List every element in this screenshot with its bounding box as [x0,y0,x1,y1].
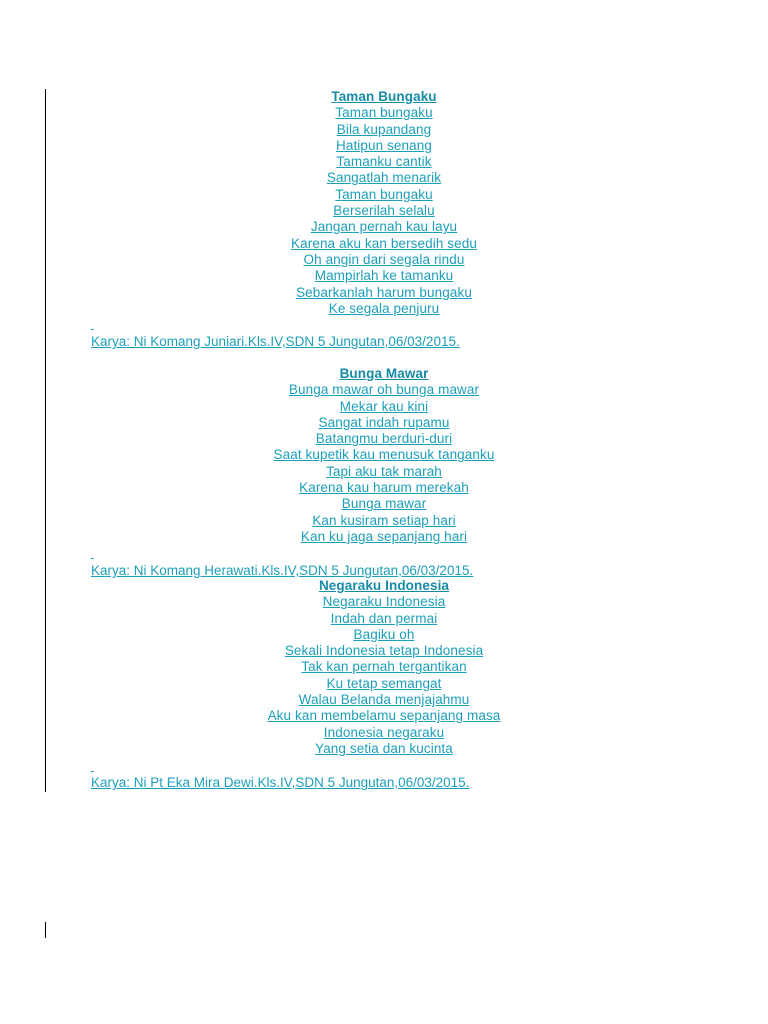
poem-taman-bungaku [0,89,768,317]
caption-marker [91,558,94,559]
text-margin-line [45,922,46,938]
caption-marker [91,329,94,330]
poem-negaraku-indonesia [0,578,768,757]
poem-line[interactable]: Negaraku Indonesia [322,594,446,610]
poem-line[interactable]: Bunga mawar oh bunga mawar [288,382,480,398]
poem-credit[interactable]: Karya: Ni Pt Eka Mira Dewi.Kls.IV,SDN 5 Jungutan,06/03/2015. [91,775,470,790]
poem-line[interactable]: Indonesia negaraku [323,724,445,740]
poem-line[interactable]: Bunga mawar [341,496,427,512]
poem-line[interactable]: Bila kupandang [336,121,432,137]
poem-line[interactable]: Tamanku cantik [336,154,432,170]
poem-line[interactable]: Kan kusiram setiap hari [312,512,456,528]
poem-title[interactable]: Taman Bungaku [331,89,437,104]
poem-line[interactable]: Bagiku oh [353,626,415,642]
poem-title[interactable]: Negaraku Indonesia [318,578,450,593]
poem-line[interactable]: Ke segala penjuru [328,300,440,316]
poem-line[interactable]: Karena kau harum merekah [299,480,469,496]
poem-line[interactable]: Sebarkanlah harum bungaku [296,284,472,300]
poem-line[interactable]: Walau Belanda menjajahmu [298,692,470,708]
poem-line[interactable]: Tapi aku tak marah [326,463,442,479]
caption-marker [91,771,94,772]
poem-line[interactable]: Ku tetap semangat [326,675,442,691]
poem-line[interactable]: Sangat indah rupamu [318,414,450,430]
poem-line[interactable]: Yang setia dan kucinta [315,740,453,756]
poem-line[interactable]: Jangan pernah kau layu [310,219,458,235]
poem-line[interactable]: Hatipun senang [336,137,432,153]
poem-title[interactable]: Bunga Mawar [339,366,429,381]
poem-line[interactable]: Batangmu berduri-duri [315,431,453,447]
poem-line[interactable]: Karena aku kan bersedih sedu [291,235,477,251]
poem-credit[interactable]: Karya: Ni Komang Juniari.Kls.IV,SDN 5 Jungutan,06/03/2015. [91,334,460,349]
poem-credit[interactable]: Karya: Ni Komang Herawati.Kls.IV,SDN 5 Jungutan,06/03/2015. [91,563,474,578]
poem-line[interactable]: Taman bungaku [335,186,433,202]
poem-line[interactable]: Oh angin dari segala rindu [303,251,465,267]
poem-line[interactable]: Mampirlah ke tamanku [314,268,454,284]
poem-line[interactable]: Berserilah selalu [333,203,435,219]
poem-line[interactable]: Saat kupetik kau menusuk tanganku [273,447,495,463]
poem-line[interactable]: Indah dan permai [330,610,438,626]
poem-line[interactable]: Taman bungaku [335,105,433,121]
poem-line[interactable]: Tak kan pernah tergantikan [301,659,467,675]
poem-line[interactable]: Mekar kau kini [339,398,429,414]
poem-bunga-mawar [0,366,768,545]
poem-line[interactable]: Kan ku jaga sepanjang hari [300,528,468,544]
poem-line[interactable]: Aku kan membelamu sepanjang masa [267,708,501,724]
poem-line[interactable]: Sangatlah menarik [326,170,442,186]
poem-line[interactable]: Sekali Indonesia tetap Indonesia [284,643,484,659]
